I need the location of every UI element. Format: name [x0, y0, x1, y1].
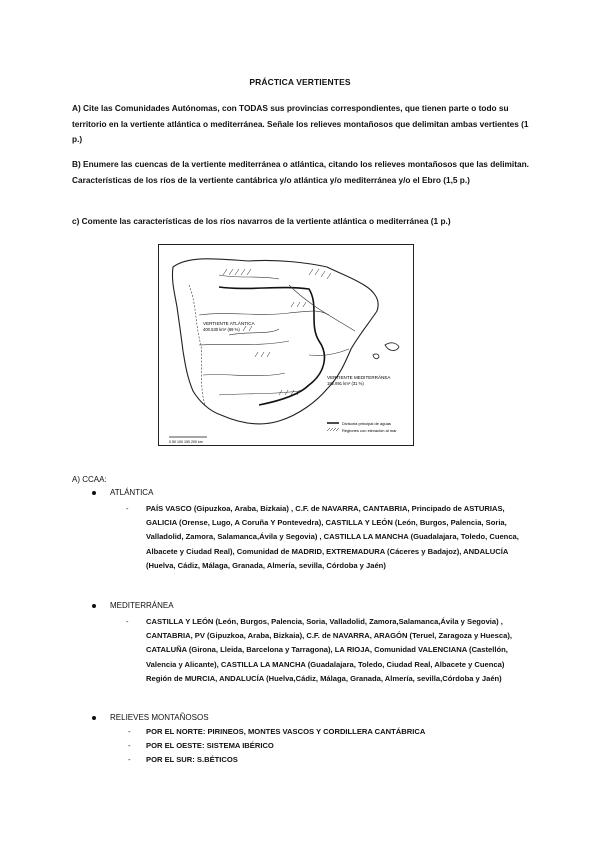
label-atlantica: VERTIENTE ATLÁNTICA [203, 321, 255, 326]
question-a: A) Cite las Comunidades Autónomas, con TODAS sus provincias correspondientes, que tienen parte o todo su territorio en la vertiente atlántica o mediterránea. Señale los relieves montañosos que delimitan ambas vertientes (1 p.) [72, 103, 529, 144]
atlantica-list-item: - PAÍS VASCO (Gipuzkoa, Araba, Bizkaia) , C.F. de NAVARRA, CANTABRIA, Principado de ASTURIAS, GALICIA (Orense, Lugo, A Coruña Y Pontevedra), CASTILLA Y LEÓN (León, Burgos, Palencia, Soria, Valladolid, Zamora, Salamanca,Ávila y Segovia) , CASTILLA LA MANCHA (Guadalajara, Toledo, Cuenca, Albacete y Ciudad Real), Comunidad de MADRID, EXTREMADURA (Cáceres y Badajoz), ANDALUCÍA (Huelva, Cádiz, Málaga, Granada, Almería, sevilla, Córdoba y Jaén) [128, 502, 528, 573]
bullet-dot [92, 716, 96, 720]
bullet-dot [92, 491, 96, 495]
atlantica-text: PAÍS VASCO (Gipuzkoa, Araba, Bizkaia) , C.F. de NAVARRA, CANTABRIA, Principado de ASTURIAS, GALICIA (Orense, Lugo, A Coruña Y Pontevedra), CASTILLA Y LEÓN (León, Burgos, Palencia, Soria, Valladolid, Zamora, Salamanca,Ávila y Segovia) , CASTILLA LA MANCHA (Guadalajara, Toledo, Cuenca, Albacete y Ciudad Real), Comunidad de MADRID, EXTREMADURA (Cáceres y Badajoz), ANDALUCÍA (Huelva, Cádiz, Málaga, Granada, Almería, sevilla, Córdoba y Jaén) [146, 504, 519, 570]
relieve-item: - POR EL SUR: S.BÉTICOS [128, 755, 238, 764]
atlantica-title: ATLÁNTICA [110, 488, 154, 497]
page-title: PRÁCTICA VERTIENTES [249, 77, 351, 87]
iberia-watershed-map [158, 244, 414, 446]
answer-heading: A) CCAA: [72, 475, 107, 484]
legend-divide: Divisoria principal de aguas [342, 421, 391, 426]
question-c: c) Comente las características de los ríos navarros de la vertiente atlántica o mediterránea (1 p.) [72, 216, 451, 226]
legend-elevation: Regiones con elevación al mar [342, 428, 397, 433]
label-mediterranea-area: 182.891 km² (31 %) [327, 381, 364, 386]
bullet-atlantica [92, 488, 153, 497]
relieves-title: RELIEVES MONTAÑOSOS [110, 713, 209, 722]
bullet-relieves [92, 713, 209, 722]
map-drawing [159, 245, 413, 445]
mediterranea-title: MEDITERRÁNEA [110, 601, 174, 610]
mediterranea-list-item: - CASTILLA Y LEÓN (León, Burgos, Palencia, Soria, Valladolid, Zamora,Salamanca,Ávila y Segovia) , CANTABRIA, PV (Gipuzkoa, Araba, Bizkaia), C.F. de NAVARRA, ARAGÓN (Teruel, Zaragoza y Huesca), CATALUÑA (Girona, Lleida, Barcelona y Tarragona), LA RIOJA, Comunidad VALENCIANA (Castellón, Valencia y Alicante), CASTILLA LA MANCHA (Guadalajara, Toledo, Ciudad Real, Albacete y Cuenca) Región de MURCIA, ANDALUCÍA (Huelva,Cádiz, Málaga, Granada, Almería, sevilla,Córdoba y Jaén) [128, 615, 528, 686]
label-atlantica-area: 400.530 km² (69 %) [203, 327, 240, 332]
bullet-dot [92, 604, 96, 608]
label-mediterranea: VERTIENTE MEDITERRÁNEA [327, 375, 391, 380]
relieve-item: - POR EL NORTE: PIRINEOS, MONTES VASCOS Y CORDILLERA CANTÁBRICA [128, 727, 426, 736]
map-scale: 0 50 100 150 200 km [169, 440, 203, 444]
relieve-item: - POR EL OESTE: SISTEMA IBÉRICO [128, 741, 274, 750]
question-b: B) Enumere las cuencas de la vertiente mediterránea o atlántica, citando los relieves montañosos que las delimitan. Características de los ríos de la vertiente cantábrica y/o atlántica y/o mediterránea y/o el Ebro (1,5 p.) [72, 159, 529, 185]
main-divide-line [219, 287, 324, 405]
mediterranea-text: CASTILLA Y LEÓN (León, Burgos, Palencia, Soria, Valladolid, Zamora,Salamanca,Ávila y Segovia) , CANTABRIA, PV (Gipuzkoa, Araba, Bizkaia), C.F. de NAVARRA, ARAGÓN (Teruel, Zaragoza y Huesca), CATALUÑA (Girona, Lleida, Barcelona y Tarragona), LA RIOJA, Comunidad VALENCIANA (Castellón, Valencia y Alicante), CASTILLA LA MANCHA (Guadalajara, Toledo, Ciudad Real, Albacete y Cuenca) Región de MURCIA, ANDALUCÍA (Huelva,Cádiz, Málaga, Granada, Almería, sevilla,Córdoba y Jaén) [146, 617, 512, 683]
bullet-mediterranea [92, 601, 174, 610]
